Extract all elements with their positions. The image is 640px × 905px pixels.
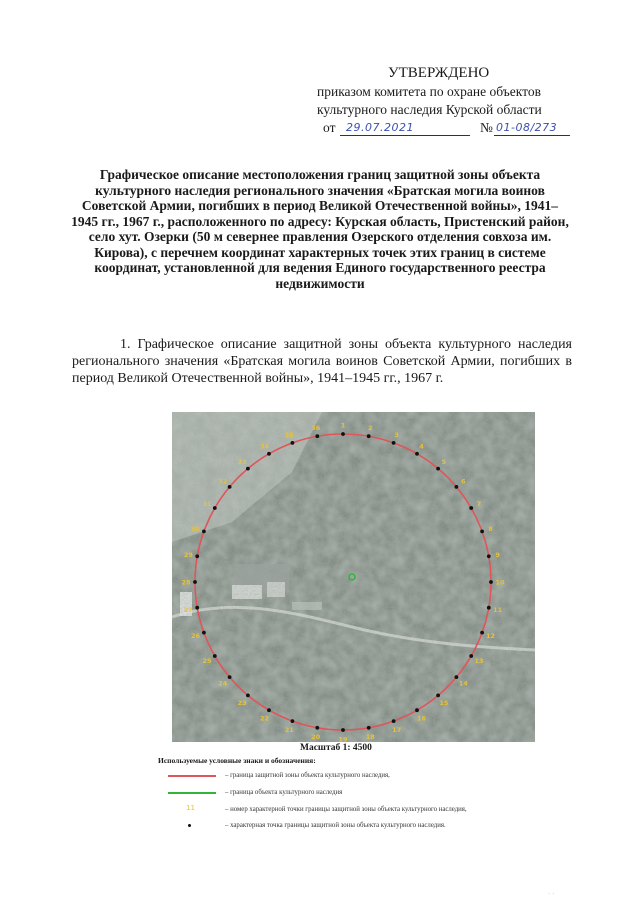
characteristic-point	[480, 530, 484, 534]
approval-line-1: приказом комитета по охране объектов	[317, 84, 541, 99]
number-label: №	[480, 120, 493, 135]
point-number-label: 14	[458, 679, 468, 688]
point-number-label: 11	[493, 605, 503, 614]
map-scale: Масштаб 1: 4500	[300, 743, 372, 753]
approval-line-2: культурного наследия Курской области	[317, 102, 542, 117]
point-number-label: 13	[474, 657, 484, 665]
legend-item-text: – граница объекта культурного наследия	[225, 789, 343, 796]
characteristic-point	[202, 631, 206, 635]
green-line-symbol	[168, 792, 216, 794]
characteristic-point	[246, 694, 250, 698]
point-number-label: 26	[190, 632, 201, 641]
characteristic-point	[392, 719, 396, 723]
characteristic-point	[267, 708, 271, 712]
characteristic-point	[267, 452, 271, 456]
point-number-label: 5	[441, 458, 447, 467]
point-number-label: 29	[183, 551, 193, 560]
point-number-label: 8	[488, 524, 493, 533]
point-number-label: 22	[259, 714, 270, 723]
point-number-label: 30	[190, 524, 201, 533]
legend-item-point	[168, 820, 588, 832]
characteristic-point	[291, 719, 295, 723]
characteristic-point	[228, 675, 232, 679]
point-number-label: 6	[461, 477, 466, 486]
characteristic-point	[367, 726, 371, 730]
legend-item-object-boundary	[168, 787, 588, 799]
characteristic-point	[195, 554, 199, 558]
characteristic-point	[455, 675, 459, 679]
point-number-label: 33	[237, 458, 247, 467]
characteristic-point	[202, 530, 206, 534]
legend-item-text: – граница защитной зоны объекта культурного наследия,	[225, 772, 390, 779]
point-number-label: 1	[340, 421, 346, 430]
legend-item-text: – характерная точка границы защитной зоны объекта культурного наследия.	[225, 822, 446, 829]
point-number-label: 4	[419, 442, 424, 451]
characteristic-point	[415, 708, 419, 712]
characteristic-point	[489, 580, 493, 584]
point-number-label: 17	[392, 726, 402, 734]
aerial-map-svg	[172, 412, 535, 742]
characteristic-point	[193, 580, 197, 584]
point-number-label: 35	[284, 431, 294, 439]
characteristic-point	[469, 654, 473, 658]
point-number-label: 28	[181, 578, 191, 587]
characteristic-point	[392, 441, 396, 445]
characteristic-point	[213, 506, 217, 510]
point-number-label: 25	[202, 657, 212, 665]
characteristic-point	[455, 485, 459, 489]
page-mark: · ·	[548, 890, 555, 898]
point-number-label: 16	[416, 714, 427, 723]
red-line-symbol	[168, 775, 216, 777]
point-number-label: 27	[183, 605, 193, 614]
point-number-label: 31	[202, 500, 212, 508]
point-number-label: 2	[368, 423, 373, 432]
characteristic-point	[315, 726, 319, 730]
characteristic-point	[367, 434, 371, 438]
point-number-label: 9	[495, 551, 500, 560]
point-number-label: 12	[485, 632, 496, 641]
characteristic-point	[195, 606, 199, 610]
aerial-map	[172, 412, 535, 742]
point-number-label: 7	[476, 500, 482, 508]
legend-item-text: – номер характерной точки границы защитной зоны объекта культурного наследия,	[225, 806, 467, 813]
point-number-symbol: 11	[186, 804, 195, 812]
characteristic-point	[291, 441, 295, 445]
legend-title: Используемые условные знаки и обозначения:	[158, 756, 316, 765]
characteristic-point	[315, 434, 319, 438]
characteristic-point	[436, 467, 440, 471]
point-number-label: 23	[237, 698, 247, 707]
point-dot-symbol	[188, 824, 191, 827]
characteristic-point	[469, 506, 473, 510]
point-number-label: 34	[259, 442, 270, 451]
map-texture	[172, 412, 535, 742]
section-paragraph: 1. Графическое описание защитной зоны объекта культурного наследия регионального значения «Братская могила воинов Советской Армии, погибших в период Великой Отечественной войны», 1941–1945 гг., 1967 г.	[72, 337, 572, 386]
point-number-label: 21	[284, 726, 294, 734]
point-number-label: 19	[338, 735, 348, 742]
characteristic-point	[341, 728, 345, 732]
handwritten-number: 01-08/273	[496, 121, 558, 134]
document-title: Графическое описание местоположения границ защитной зоны объекта культурного наследия регионального значения «Братская могила воинов Советской Армии, погибших в период Великой Отечественной войны», 1941–1945 гг., 1967 г., расположенного по адресу: Курская область, Пристенский район, село хут. Озерки (50 м севернее правления Озерского отделения совхоза им. Кирова), с перечнем координат характерных точек этих границ в системе координат, установленной для ведения Единого государственного реестра недвижимости	[71, 167, 569, 291]
point-number-label: 18	[365, 733, 375, 742]
characteristic-point	[415, 452, 419, 456]
point-number-label: 32	[218, 477, 228, 486]
point-number-label: 3	[394, 431, 399, 439]
characteristic-point	[228, 485, 232, 489]
handwritten-date: 29.07.2021	[346, 121, 414, 134]
point-number-label: 10	[495, 578, 505, 587]
point-number-label: 15	[439, 698, 449, 707]
characteristic-point	[436, 694, 440, 698]
characteristic-point	[480, 631, 484, 635]
characteristic-point	[341, 432, 345, 436]
point-number-label: 36	[311, 423, 321, 432]
characteristic-point	[213, 654, 217, 658]
point-number-label: 20	[311, 733, 321, 742]
date-label: от	[323, 120, 336, 135]
characteristic-point	[246, 467, 250, 471]
approved-heading: УТВЕРЖДЕНО	[388, 65, 490, 81]
legend-item-zone-boundary	[168, 770, 588, 782]
characteristic-point	[487, 554, 491, 558]
characteristic-point	[487, 606, 491, 610]
point-number-label: 24	[218, 679, 228, 688]
legend-item-point-number	[168, 804, 588, 816]
